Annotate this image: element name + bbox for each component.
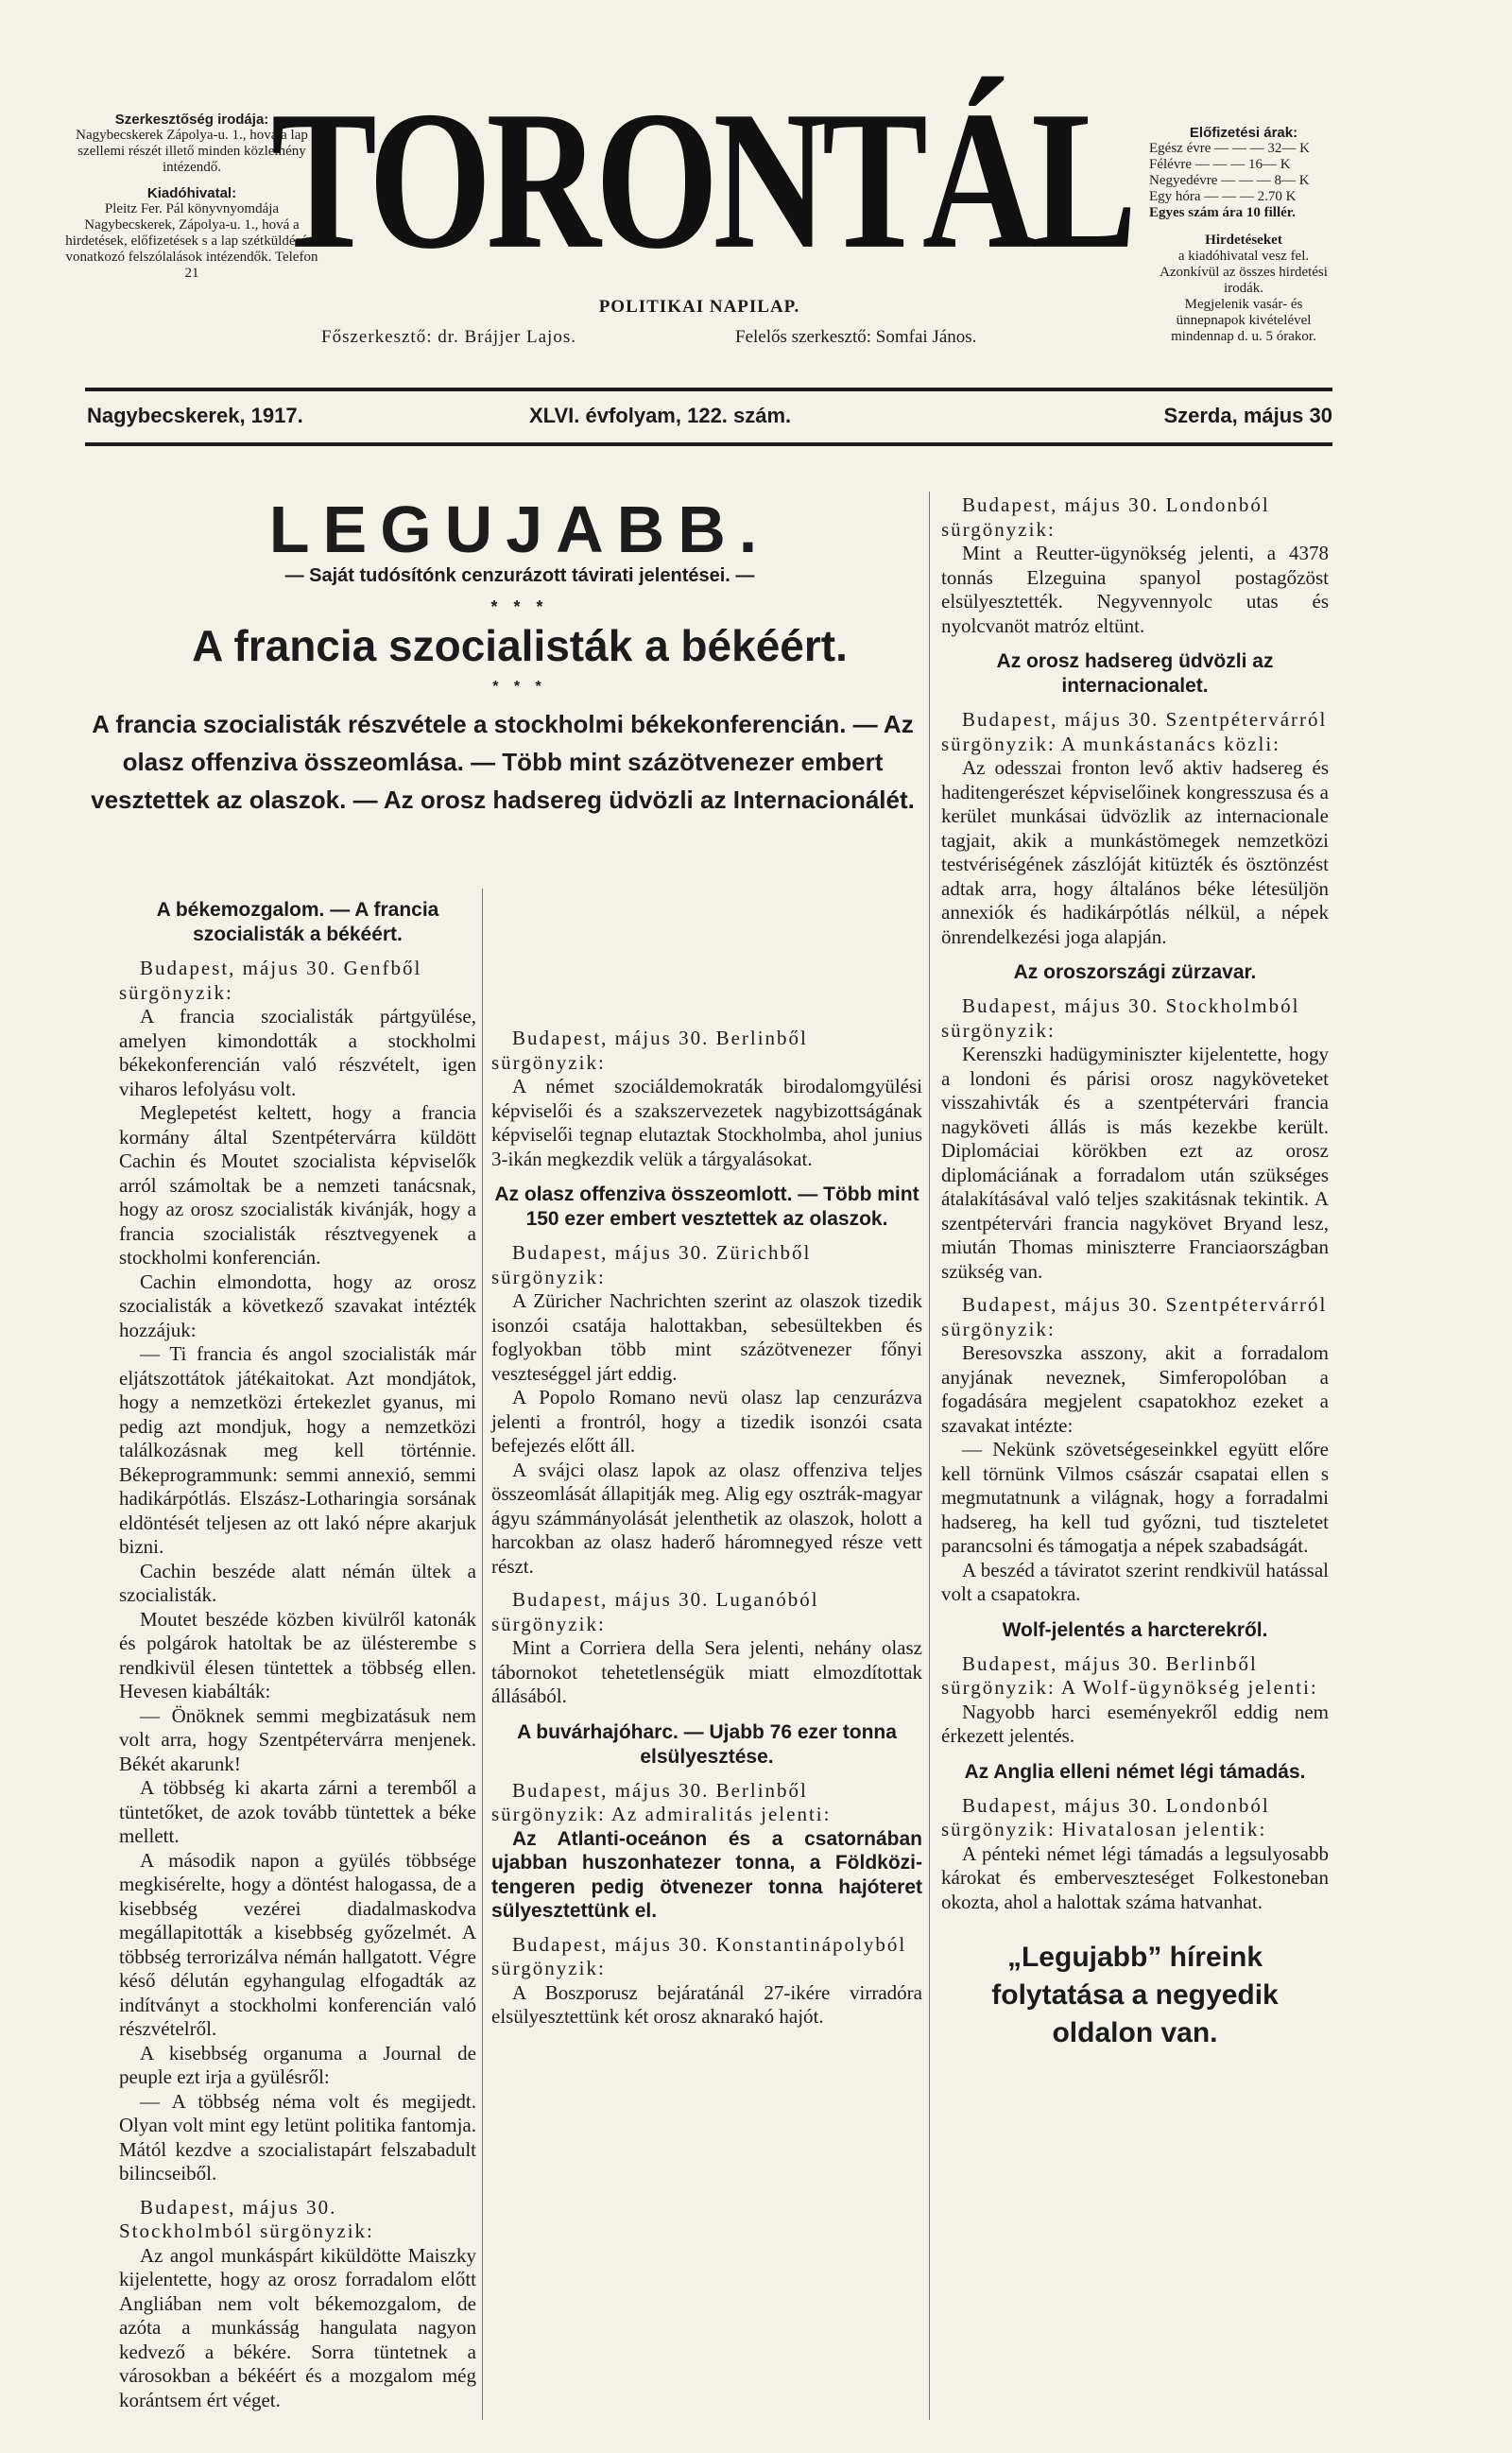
paragraph: A beszéd a táviratot szerint rendkivül hatással volt a csapatokra. <box>941 1558 1329 1605</box>
legujabb-kicker: LEGUJABB. <box>268 492 771 566</box>
col3-dateline: Budapest, május 30. Berlinből sürgönyzik: A Wolf-ügynökség jelenti: <box>941 1651 1318 1699</box>
price-line: Félévre — — — 16— K <box>1149 157 1291 172</box>
col3-heading: Az Anglia elleni német légi támadás. <box>964 1760 1306 1783</box>
column-rule <box>929 492 930 2420</box>
paragraph: Cachin elmondotta, hogy az orosz szocialisták a következő szavakat intézték hozzájuk: <box>119 1270 476 1341</box>
editorial-label: Szerkesztőség irodája: <box>114 112 269 128</box>
editor-in-chief: Főszerkesztő: dr. Brájjer Lajos. <box>321 327 576 347</box>
col3-heading: Az oroszországi zürzavar. <box>1013 961 1257 983</box>
price-line: Egy hóra — — — 2.70 K <box>1149 189 1297 204</box>
dateline-day: Szerda, május 30 <box>1163 404 1332 427</box>
masthead-title: TORONTÁL <box>270 70 1132 290</box>
col2-heading: Az olasz offenziva összeomlott. — Több mint 150 ezer embert vesztettek az olaszok. <box>494 1183 919 1230</box>
responsible-editor: Felelős szerkesztő: Somfai János. <box>735 327 977 347</box>
paragraph: A svájci olasz lapok az olasz offenziva teljes összeomlását állapitják meg. Alig egy osztrák-magyar ágyu számmányolását jelenthetik az olaszok, holott a harcokban az olasz haderő háromnegyed része vett részt. <box>491 1458 922 1578</box>
paragraph: Cachin beszéde alatt némán ültek a szocialisták. <box>119 1559 476 1606</box>
headline-stars-2: * * * <box>492 679 547 695</box>
col3-dateline: Budapest, május 30. Londonból sürgönyzik: Hivatalosan jelentik: <box>941 1793 1270 1840</box>
paragraph: A többség ki akarta zárni a teremből a tüntetőket, de azok tovább tüntettek a béke mellett. <box>119 1776 476 1847</box>
col3-dateline: Budapest, május 30. Londonból sürgönyzik: <box>941 493 1270 541</box>
publisher-label: Kiadóhivatal: <box>146 185 237 201</box>
paragraph: Mint a Reutter-ügynökség jelenti, a 4378 tonnás Elzeguina spanyol postagőzöst elsülyesztették. Negyvennyolc utas és nyolcvanöt matróz eltünt. <box>941 542 1329 637</box>
masthead-subtitle: POLITIKAI NAPILAP. <box>598 297 800 317</box>
paragraph: Meglepetést keltett, hogy a francia kormány által Szentpétervárra küldött Cachin és Moutet szocialista képviselők arról számoltak be a nemzeti tanácsnak, hogy az orosz szocialisták kivánják, hogy a francia szocialisták résztvegyenek a stockholmi konferencián. <box>119 1101 476 1269</box>
headline-stars: * * * <box>490 597 549 616</box>
col3-dateline: Budapest, május 30. Szentpétervárról sürgönyzik: <box>941 1293 1328 1340</box>
dateline-rule <box>85 442 1332 446</box>
paragraph: Nagyobb harci eseményekről eddig nem érkezett jelentés. <box>941 1700 1329 1747</box>
col1-heading: A békemozgalom. — A francia szocialisták a békéért. <box>156 899 439 945</box>
editorial-text: Nagybecskerek Zápolya-u. 1., hová a lap szellemi részét illető minden közlemény intézendő. <box>76 128 308 175</box>
col3-dateline: Budapest, május 30. Stockholmból sürgönyzik: <box>941 994 1300 1042</box>
paragraph: — A többség néma volt és megijedt. Olyan volt mint egy letünt politika fantomja. Mától kezdve a szocialistapárt felszabadult bilincseiből. <box>119 2089 476 2185</box>
publisher-text: Pleitz Fer. Pál könyvnyomdája Nagybecskerek, Zápolya-u. 1., hová a hirdetések, előfizetések s a lap szétküldésére vonatkozó felszólalások intézendők. Telefon 21 <box>65 201 318 281</box>
col3-heading: Az orosz hadsereg üdvözli az internacionalet. <box>996 650 1274 697</box>
right-info-box <box>1149 125 1338 345</box>
paragraph: A Boszporusz bejáratánál 27-ikére virradóra elsülyesztettünk két orosz aknarakó hajót. <box>491 1980 922 2028</box>
col2-dateline: Budapest, május 30. Konstantinápolyból sürgönyzik: <box>491 1932 907 1979</box>
column-1 <box>119 887 476 2412</box>
paragraph: A német szociáldemokraták birodalomgyülési képviselői és a szakszervezetek nagybizottságának képviselői tegnap elutaztak Stockholmba, ahol junius 3-ikán megkezdik velük a tárgyalásokat. <box>491 1075 922 1170</box>
dateline-place: Nagybecskerek, 1917. <box>87 404 303 427</box>
main-headline: A francia szocialisták a békéért. <box>192 621 848 670</box>
col2-dateline: Budapest, május 30. Berlinből sürgönyzik: Az admiralitás jelenti: <box>491 1778 832 1825</box>
price-line: Egyes szám ára 10 fillér. <box>1149 205 1296 220</box>
continuation-note: „Legujabb” híreink folytatása a negyedik oldalon van. <box>991 1942 1279 2048</box>
paragraph: — Nekünk szövetségeseinkkel együtt előre kell törnünk Vilmos császár csapatai ellen s megmutatnunk a világnak, hogy a forradalmi hadsereg, ha kell tud győzni, tud tiszteletet parancsolni és támogatja a népek szabadságát. <box>941 1438 1329 1557</box>
column-2 <box>491 1027 922 2030</box>
headline-deck: A francia szocialisták részvétele a stockholmi békekonferencián. — Az olasz offenziva összeomlása. — Több mint százötvenezer embert vesztettek az olaszok. — Az orosz hadsereg üdvözli az Internacionálét. <box>91 710 915 814</box>
col2-dateline: Budapest, május 30. Zürichből sürgönyzik: <box>491 1241 812 1288</box>
column-3 <box>941 493 1329 2060</box>
paragraph: Az angol munkáspárt kiküldötte Maiszky kijelentette, hogy az orosz forradalom előtt Angliában nem volt békemozgalom, de azóta a munkásság hangulata nagyon kedvező a békére. Sorra tüntetnek a városokban a békéért és a mozgalom még korántsem ért véget. <box>119 2243 476 2411</box>
col2-dateline: Budapest, május 30. Berlinből sürgönyzik: <box>491 1027 808 1074</box>
price-line: Egész évre — — — 32— K <box>1149 141 1310 156</box>
ads-label: Hirdetéseket <box>1205 233 1282 248</box>
paragraph: — Ti francia és angol szocialisták már eljátszottátok játékaitokat. Azt mondjátok, hogy a nemzetközi értekezlet gyanus, mi pedig azt mondjuk, hogy a nemzetközi találkozásnak meg kell történnie. Békeprogrammunk: semmi annexió, semmi hadikárpótlás. Elszász-Lotharingia sorsának eldöntését teljesen az ott lakó népre akarjuk bizni. <box>119 1342 476 1558</box>
col1-dateline: Budapest, május 30. Genfből sürgönyzik: <box>119 957 422 1004</box>
top-rule <box>85 388 1332 391</box>
paragraph: Moutet beszéde közben kivülről katonák és polgárok hatoltak be az ülésterembe s rendkivül élesen tüntettek a többség ellen. Hevesen kiabálták: <box>119 1607 476 1702</box>
col2-dateline: Budapest, május 30. Luganóból sürgönyzik: <box>491 1588 819 1635</box>
paragraph: A pénteki német légi támadás a legsulyosabb károkat és emberveszteséget Folkestoneban okozta, ahol a halottak száma hatvanhat. <box>941 1841 1329 1913</box>
paragraph: — Önöknek semmi megbizatásuk nem volt arra, hogy Szentpétervárra menjenek. Békét akarunk! <box>119 1703 476 1775</box>
paragraph: Kerenszki hadügyminiszter kijelentette, hogy a londoni és párisi orosz nagyköveteket visszahivták és a szentpétervári francia nagyköveti állás is más kezekbe került. Diplomáciai körökben ezt az orosz diplomáciának a forradalom után szükséges átalakításával való teljes szakitásnak tekintik. A szentpétervári francia nagykövet Bryand lesz, miután Thomas miniszterre Franciaországban szükség van. <box>941 1043 1329 1283</box>
col3-dateline: Budapest, május 30. Szentpétervárról sürgönyzik: A munkástanács közli: <box>941 708 1328 755</box>
paragraph: A második napon a gyülés többsége megkisérelte, hogy a döntést halogassa, de a kisebbség vezérei diadalmaskodva megállapitották a kisebbség győzelmét. A többség terrorizálva némán hallgatott. Végre késő délután egyhangulag elfogadták az indítványt a stockholmi konferencián való részvételről. <box>119 1848 476 2040</box>
paragraph: A francia szocialisták pártgyülése, amelyen kimondották a stockholmi békekonferencián való részvételt, igen viharos lefolyásu volt. <box>119 1005 476 1100</box>
paragraph: Beresovszka asszony, akit a forradalom anyjának neveznek, Simferopolóban a fogadására megjelent csapatokhoz ezeket a szavakat intézte: <box>941 1341 1329 1437</box>
col1-dateline: Budapest, május 30. Stockholmból sürgönyzik: <box>119 2195 374 2242</box>
col3-heading: Wolf-jelentés a harcterekről. <box>1002 1618 1268 1641</box>
paragraph: Az Atlanti-oceánon és a csatornában ujabban huszonhatezer tonna, a Földközi-tengeren pedig ötvenezer tonna hajóteret sülyesztettünk el. <box>491 1827 922 1922</box>
price-line: Negyedévre — — — 8— K <box>1149 173 1310 188</box>
paragraph: Az odesszai fronton levő aktiv hadsereg és haditengerészet képviselőinek kongresszusa és a kerület munkásai üdvözlik az internacionale tagjait, akik a munkástömegek nemzetközi testvériségének zászlóját kitüzték és ösztönzést adtak arra, hogy általános béke létesüljön annexiók és hadikárpótlás nélkül, a népek önrendelkezési joga alapján. <box>941 756 1329 948</box>
dateline-issue: XLVI. évfolyam, 122. szám. <box>529 404 792 427</box>
ads-text: a kiadóhivatal vesz fel. Azonkívül az összes hirdetési irodák. <box>1160 249 1328 296</box>
paragraph: A Züricher Nachrichten szerint az olaszok tizedik isonzói csatája halottakban, sebesültekben és foglyokban több mint százötvenezer főnyi veszteséggel járt eddig. <box>491 1289 922 1385</box>
schedule-text: Megjelenik vasár- és ünnepnapok kivételével mindennap d. u. 5 órakor. <box>1171 297 1316 344</box>
paragraph: A Popolo Romano nevü olasz lap cenzurázva jelenti a frontról, hogy a tizedik isonzói csata befejezés előtt áll. <box>491 1386 922 1457</box>
prices-label: Előfizetési árak: <box>1189 125 1298 141</box>
headline-sub: — Saját tudósítónk cenzurázott távirati jelentései. — <box>284 565 755 586</box>
paragraph: Mint a Corriera della Sera jelenti, nehány olasz tábornokot tehetetlenségük miatt elmozdítottak állásából. <box>491 1636 922 1707</box>
paragraph: A kisebbség organuma a Journal de peuple ezt irja a gyülésről: <box>119 2041 476 2088</box>
col2-heading: A buvárhajóharc. — Ujabb 76 ezer tonna elsülyesztése. <box>517 1720 897 1768</box>
column-rule <box>482 889 483 2420</box>
